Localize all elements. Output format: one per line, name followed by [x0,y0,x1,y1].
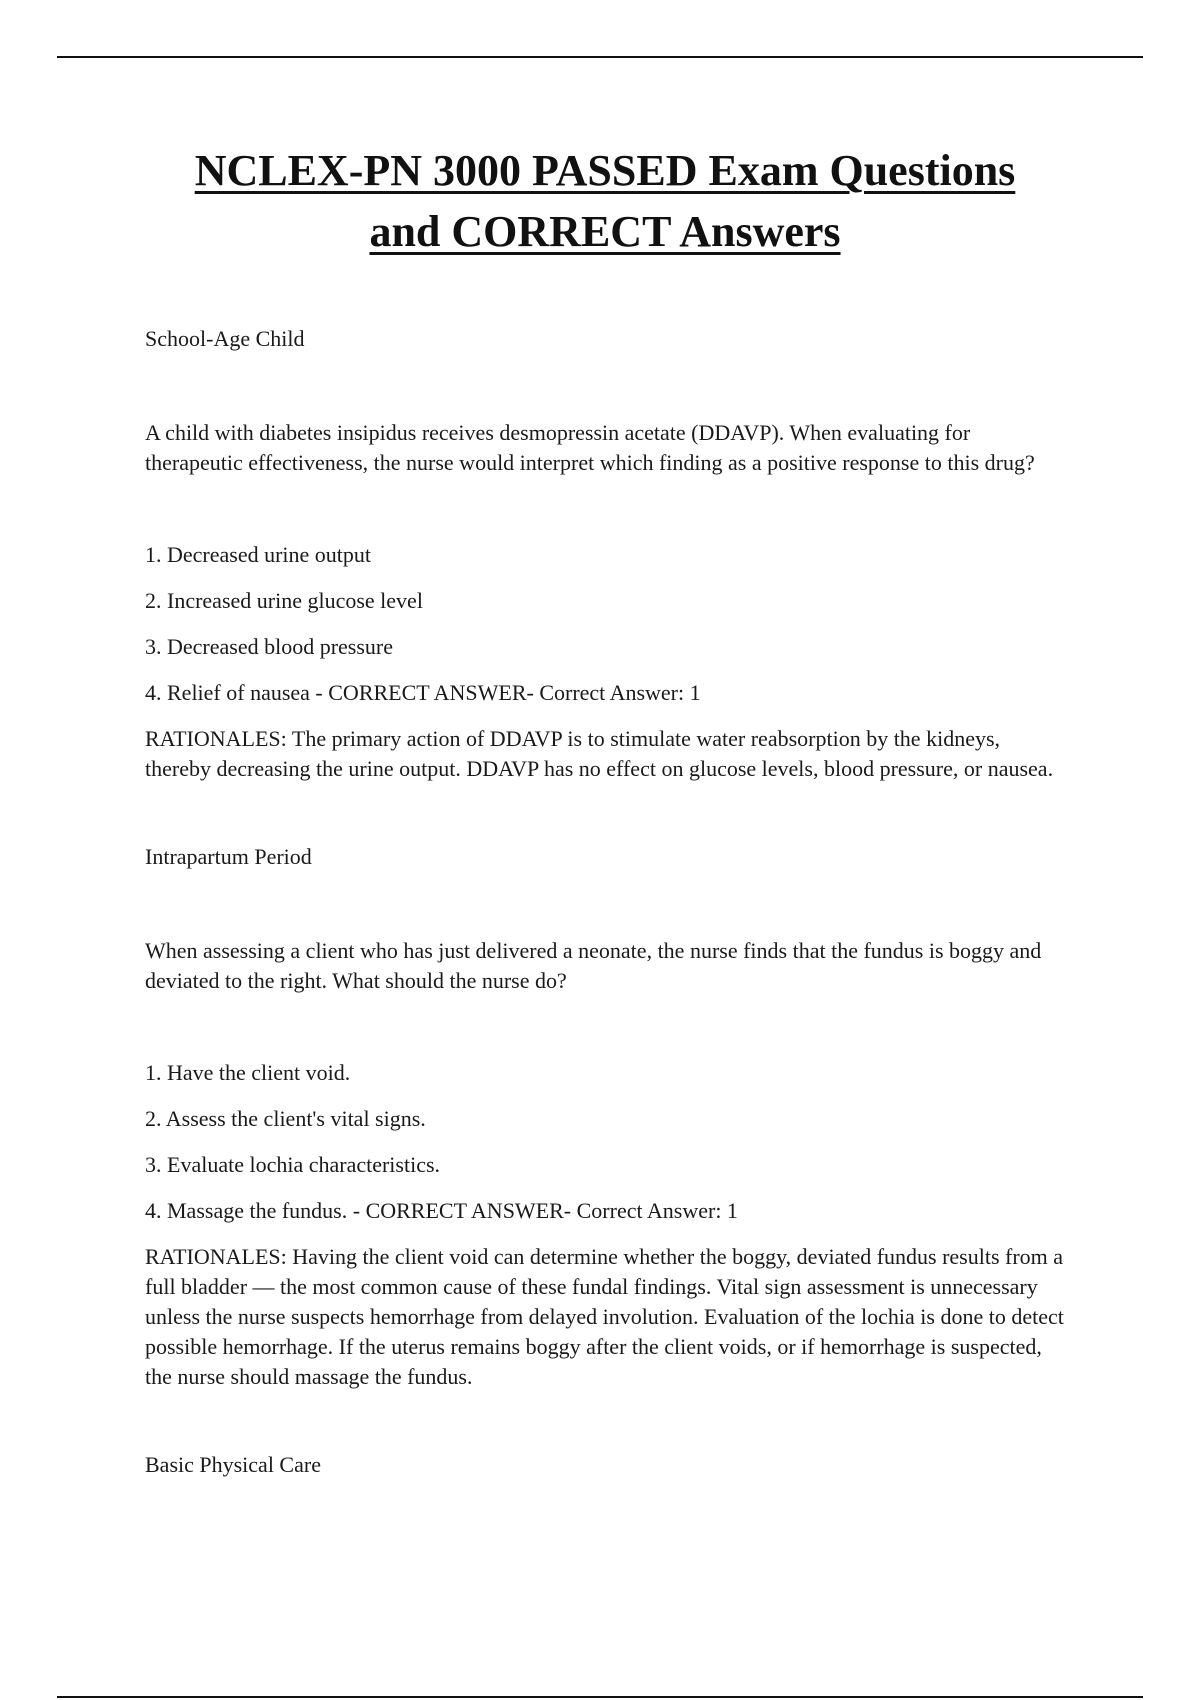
rationale-text: RATIONALES: The primary action of DDAVP is to stimulate water reabsorption by the kidneys, thereby decreasing the urine output. DDAVP has no effect on glucose levels, blood pressure, or nausea. [145,726,1054,781]
answer-option: 3. Decreased blood pressure [145,634,394,659]
answer-option-correct: 4. Relief of nausea - CORRECT ANSWER- Correct Answer: 1 [145,680,701,705]
bottom-rule [57,1696,1143,1698]
question-text: A child with diabetes insipidus receives desmopressin acetate (DDAVP). When evaluating for therapeutic effectiveness, the nurse would interpret which finding as a positive response to this drug? [145,420,1035,475]
answer-option: 2. Assess the client's vital signs. [145,1106,426,1131]
top-rule [57,56,1143,58]
question-section-1 [145,324,1065,784]
answer-option-correct: 4. Massage the fundus. - CORRECT ANSWER- Correct Answer: 1 [145,1198,738,1223]
category-heading: Basic Physical Care [145,1452,321,1477]
question-section-2 [145,842,1065,1392]
document-body [145,140,1065,1544]
title-line-1: NCLEX-PN 3000 PASSED Exam Questions [194,146,1016,195]
answer-option: 1. Have the client void. [145,1060,351,1085]
answer-options [145,1058,1065,1226]
document-title [145,140,1065,262]
title-line-2: and CORRECT Answers [369,207,841,256]
category-heading: School-Age Child [145,326,305,351]
answer-option: 1. Decreased urine output [145,542,372,567]
question-text: When assessing a client who has just delivered a neonate, the nurse finds that the fundus is boggy and deviated to the right. What should the nurse do? [145,938,1042,993]
answer-option: 3. Evaluate lochia characteristics. [145,1152,441,1177]
rationale-text: RATIONALES: Having the client void can determine whether the boggy, deviated fundus results from a full bladder — the most common cause of these fundal findings. Vital sign assessment is unnecessary unless the nurse suspects hemorrhage from delayed involution. Evaluation of the lochia is done to detect possible hemorrhage. If the uterus remains boggy after the client voids, or if hemorrhage is suspected, the nurse should massage the fundus. [145,1244,1064,1389]
question-section-3 [145,1450,1065,1480]
answer-options [145,540,1065,708]
answer-option: 2. Increased urine glucose level [145,588,423,613]
category-heading: Intrapartum Period [145,844,312,869]
